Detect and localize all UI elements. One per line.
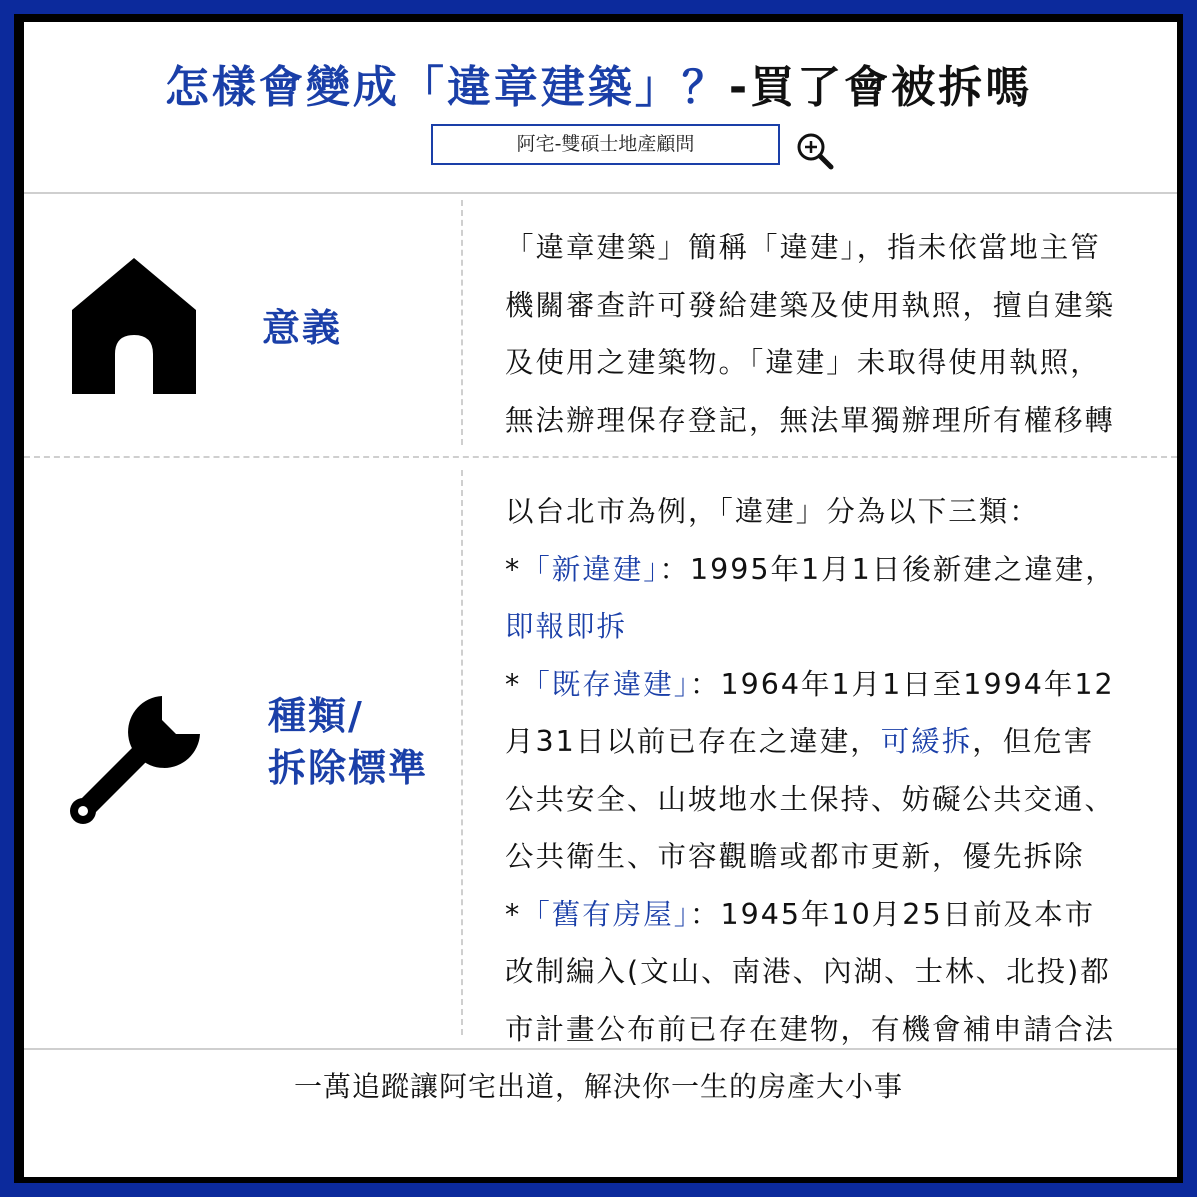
- title-highlight: 怎樣會變成「違章建築」？: [164, 62, 729, 113]
- text-line: [505, 771, 1116, 829]
- body-text: *: [505, 897, 522, 931]
- body-text: *: [505, 552, 522, 586]
- text-line: [505, 277, 1115, 335]
- body-text: 以台北市為例，「違建」分為以下三類：: [505, 495, 1040, 528]
- section-label-meaning: [262, 302, 342, 354]
- column-divider-2: [461, 470, 463, 1035]
- text-line: [505, 943, 1116, 1001]
- text-line: [505, 219, 1115, 277]
- body-text: ：1995年1月1日後新建之違建，: [659, 552, 1116, 586]
- text-line: [505, 541, 1116, 599]
- label-line: 種類/: [268, 694, 364, 738]
- text-line: [505, 483, 1116, 541]
- page-title: [0, 62, 1197, 114]
- title-suffix: -買了會被拆嗎: [728, 62, 1033, 113]
- header-divider: [24, 192, 1177, 194]
- types-text: [505, 483, 1116, 1058]
- highlight-text: 「新違建」: [521, 552, 660, 586]
- zoom-in-icon[interactable]: [796, 132, 834, 170]
- author-badge: 阿宅-雙碩士地產顧問: [431, 124, 780, 165]
- body-text: 改制編入(文山、南港、內湖、士林、北投)都: [505, 955, 1111, 988]
- body-text: 市計畫公布前已存在建物，有機會補申請合法: [505, 1012, 1116, 1046]
- section-label-types: [268, 690, 428, 794]
- body-text: 及使用之建築物。「違建」未取得使用執照，: [505, 346, 1101, 379]
- body-text: 機關審查許可發給建築及使用執照，擅自建築: [505, 288, 1116, 322]
- label-line: 意義: [262, 306, 343, 350]
- text-line: [505, 598, 1116, 656]
- body-text: 公共衛生、市容觀瞻或都市更新，優先拆除: [505, 840, 1085, 873]
- body-text: 公共安全、山坡地水土保持、妨礙公共交通、: [505, 782, 1116, 816]
- body-text: ：1964年1月1日至1994年12: [690, 667, 1115, 701]
- text-line: [505, 1001, 1116, 1059]
- body-text: 月31日以前已存在之違建，: [505, 725, 881, 758]
- body-text: 無法辦理保存登記，無法單獨辦理所有權移轉: [505, 403, 1116, 437]
- body-text: *: [505, 667, 522, 701]
- label-line: 拆除標準: [268, 746, 429, 790]
- body-text: 「違章建築」簡稱「違建」，指未依當地主管: [505, 231, 1101, 264]
- highlight-text: 「舊有房屋」: [521, 897, 691, 931]
- highlight-text: 「既存違建」: [521, 667, 691, 701]
- text-line: [505, 392, 1115, 450]
- meaning-text: [505, 219, 1115, 449]
- wrench-icon: [64, 690, 206, 832]
- footer-slogan: 一萬追蹤讓阿宅出道，解決你一生的房產大小事: [293, 1070, 903, 1103]
- section-divider: [24, 456, 1177, 458]
- highlight-text: 即報即拆: [505, 610, 628, 643]
- text-line: [505, 656, 1116, 714]
- column-divider-1: [461, 200, 463, 445]
- text-line: [505, 334, 1115, 392]
- highlight-text: 可緩拆: [880, 725, 973, 758]
- body-text: ，但危害: [972, 725, 1095, 758]
- house-icon: [70, 258, 198, 394]
- text-line: [505, 886, 1116, 944]
- body-text: ：1945年10月25日前及本市: [690, 897, 1096, 931]
- text-line: [505, 713, 1116, 771]
- text-line: [505, 828, 1116, 886]
